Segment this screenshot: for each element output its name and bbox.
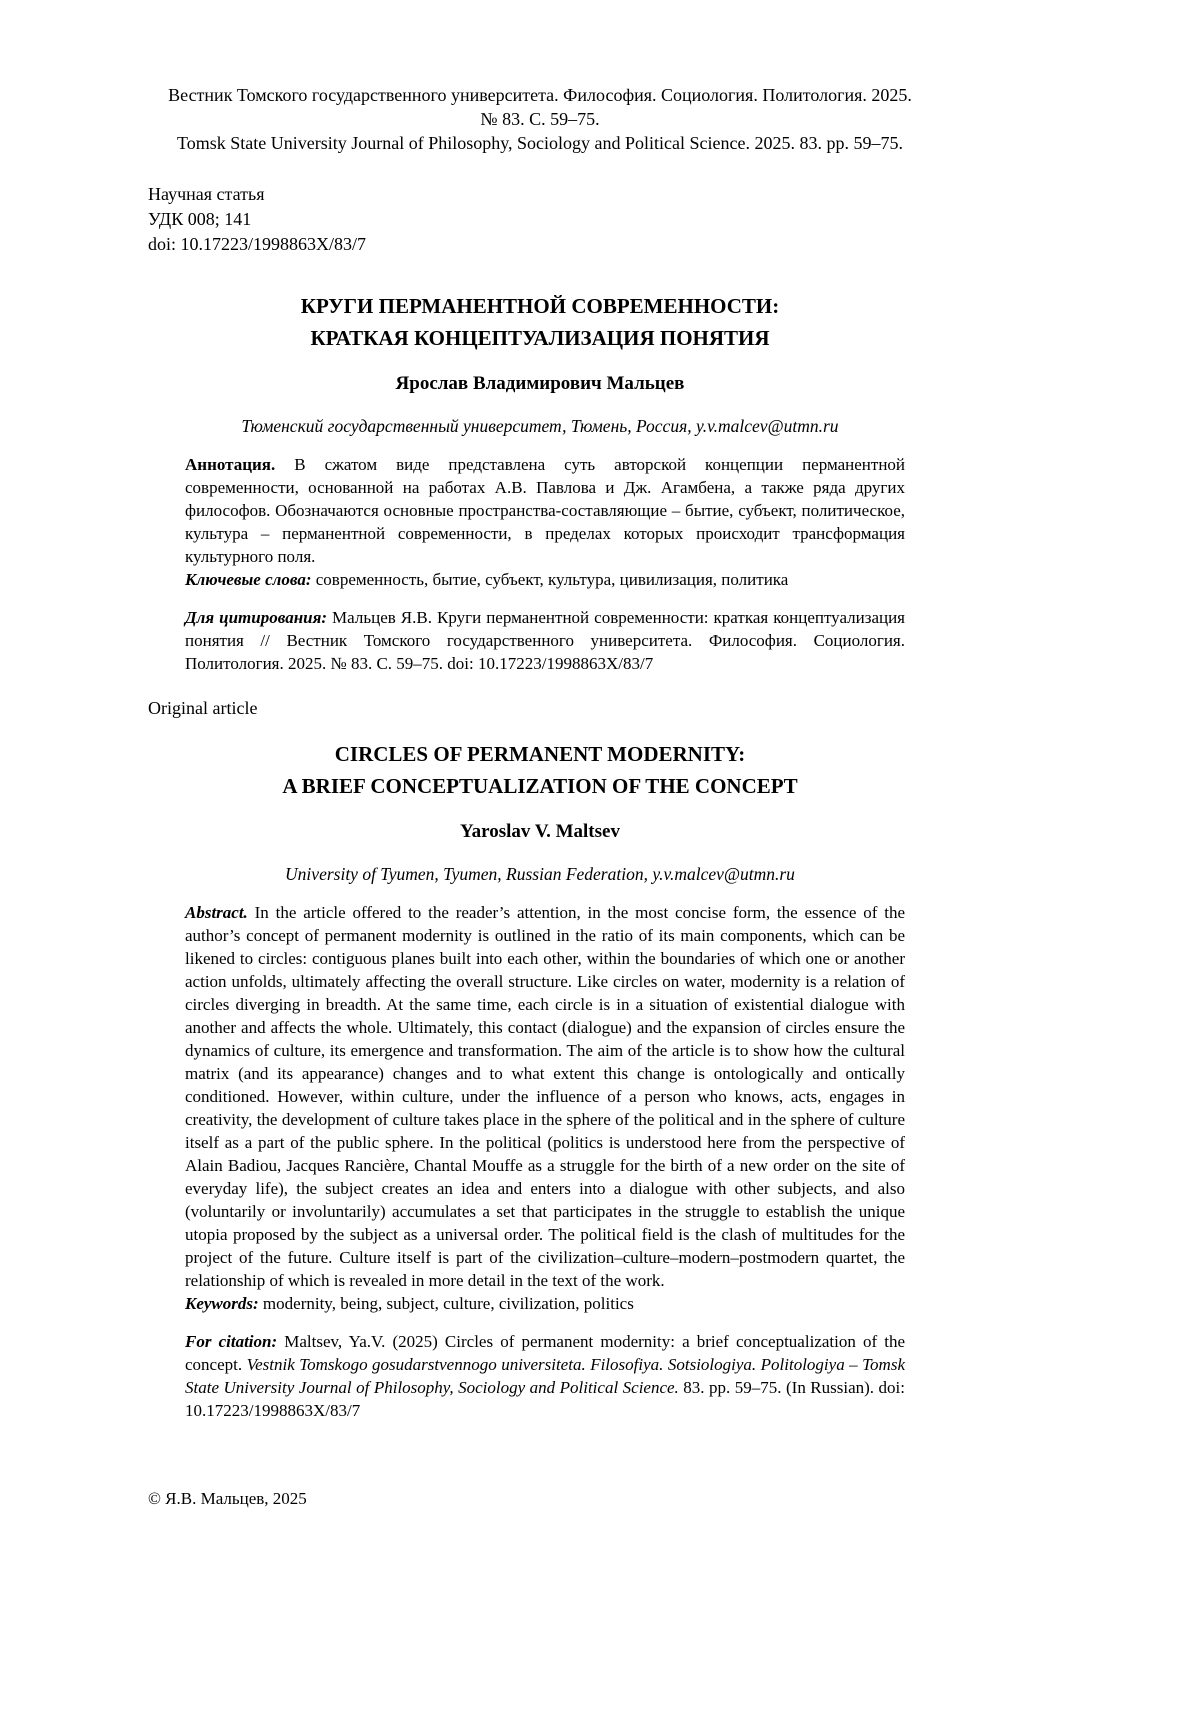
article-title-en	[148, 738, 932, 802]
abstract-paragraph-en	[185, 901, 905, 1292]
abstract-paragraph-ru	[185, 453, 905, 568]
affiliation-ru: Тюменский государственный университет, Тюмень, Россия, y.v.malcev@utmn.ru	[241, 416, 839, 436]
author-name-en: Yaroslav V. Maltsev	[460, 821, 620, 842]
abstract-text-ru: В сжатом виде представлена суть авторской концепции перманентной современности, основанной на работах А.В. Павлова и Дж. Агамбена, а также ряда других философов. Обозначаются основные пространства-составляющие – бытие, субъект, политическое, культура – перманентной современности, в пределах которых происходит трансформация культурного поля.	[185, 455, 906, 566]
citation-paragraph-ru	[185, 606, 905, 675]
keywords-text-en: modernity, being, subject, culture, civilization, politics	[262, 1294, 634, 1313]
affiliation-en: University of Tyumen, Tyumen, Russian Federation, y.v.malcev@utmn.ru	[285, 864, 795, 884]
page-content	[148, 83, 932, 1422]
abstract-label-en: Abstract.	[185, 903, 248, 922]
abstract-block-ru	[185, 453, 905, 591]
keywords-label-ru: Ключевые слова:	[185, 570, 312, 589]
keywords-line-en	[185, 1292, 905, 1315]
citation-text-en-part1: Maltsev, Ya.V. (2025) Circles of permanent modernity: a brief conceptualization of the concept.	[185, 1332, 905, 1374]
citation-text-ru: Мальцев Я.В. Круги перманентной современности: краткая концептуализация понятия // Вестник Томского государственного университета. Философия. Социология. Политология. 2025. № 83. С. 59–75. doi: 10.17223/1998863X/83/7	[185, 608, 906, 673]
abstract-text-en: In the article offered to the reader’s attention, in the most concise form, the essence of the author’s concept of permanent modernity is outlined in the ratio of its main components, which can be likened to circles: contiguous planes built into each other, within the boundaries of which one or another action unfolds, ultimately affecting the overall structure. Like circles on water, modernity is a relation of circles diverging in breadth. At the same time, each circle is in a situation of existential dialogue with another and affects the whole. Ultimately, this contact (dialogue) and the expansion of circles ensure the dynamics of culture, its emergence and transformation. The aim of the article is to show how the cultural matrix (and its appearance) changes and to what extent this change is ontologically and ontically conditioned. However, within culture, under the influence of a person who knows, acts, engages in creativity, the development of culture takes place in the sphere of the political and in the sphere of culture itself as a part of the public sphere. In the political (politics is understood here from the perspective of Alain Badiou, Jacques Rancière, Chantal Mouffe as a struggle for the birth of a new order on the site of everyday life), the subject creates an idea and enters into a dialogue with other subjects, and also (voluntarily or involuntarily) accumulates a set that participates in the struggle to establish the unique utopia proposed by the subject as a universal order. The political field is the clash of multitudes for the project of the future. Culture itself is part of the civilization–culture–modern–postmodern quartet, the relationship of which is revealed in more detail in the text of the work.	[185, 903, 905, 1290]
udc-number: УДК 008; 141	[148, 209, 252, 229]
keywords-text-ru: современность, бытие, субъект, культура, цивилизация, политика	[315, 570, 789, 589]
article-type-en: Original article	[148, 698, 258, 718]
citation-label-en: For citation:	[185, 1332, 278, 1351]
citation-text-en-part2: 83. pp. 59–75. (In Russian). doi: 10.17223/1998863X/83/7	[185, 1378, 905, 1420]
journal-issue-ru: № 83. С. 59–75.	[480, 109, 600, 129]
journal-title-ru: Вестник Томского государственного университета. Философия. Социология. Политология. 2025.	[168, 85, 912, 105]
abstract-label-ru: Аннотация.	[185, 455, 276, 474]
article-title-ru	[148, 290, 932, 354]
article-title-en-line1: CIRCLES OF PERMANENT MODERNITY:	[334, 742, 746, 766]
citation-paragraph-en	[185, 1330, 905, 1422]
article-title-ru-line2: КРАТКАЯ КОНЦЕПТУАЛИЗАЦИЯ ПОНЯТИЯ	[310, 326, 770, 350]
doi-number: doi: 10.17223/1998863X/83/7	[148, 234, 367, 254]
author-name-ru: Ярослав Владимирович Мальцев	[395, 373, 685, 394]
copyright-notice: © Я.В. Мальцев, 2025	[148, 1489, 307, 1508]
article-meta	[148, 182, 932, 257]
citation-block-en	[185, 1330, 905, 1422]
citation-journal-name-en: Vestnik Tomskogo gosudarstvennogo universiteta. Filosofiya. Sotsiologiya. Politologiya – Tomsk State University Journal of Philosophy, Sociology and Political Science.	[185, 1355, 905, 1397]
journal-title-en: Tomsk State University Journal of Philosophy, Sociology and Political Science. 2025. 83. pp. 59–75.	[176, 133, 903, 153]
citation-block-ru	[185, 606, 905, 675]
journal-header	[148, 83, 932, 155]
keywords-label-en: Keywords:	[185, 1294, 259, 1313]
keywords-line-ru	[185, 568, 905, 591]
abstract-block-en	[185, 901, 905, 1315]
citation-label-ru: Для цитирования:	[185, 608, 328, 627]
article-type-ru: Научная статья	[148, 184, 265, 204]
article-title-ru-line1: КРУГИ ПЕРМАНЕНТНОЙ СОВРЕМЕННОСТИ:	[300, 294, 780, 318]
article-title-en-line2: A BRIEF CONCEPTUALIZATION OF THE CONCEPT	[282, 774, 798, 798]
